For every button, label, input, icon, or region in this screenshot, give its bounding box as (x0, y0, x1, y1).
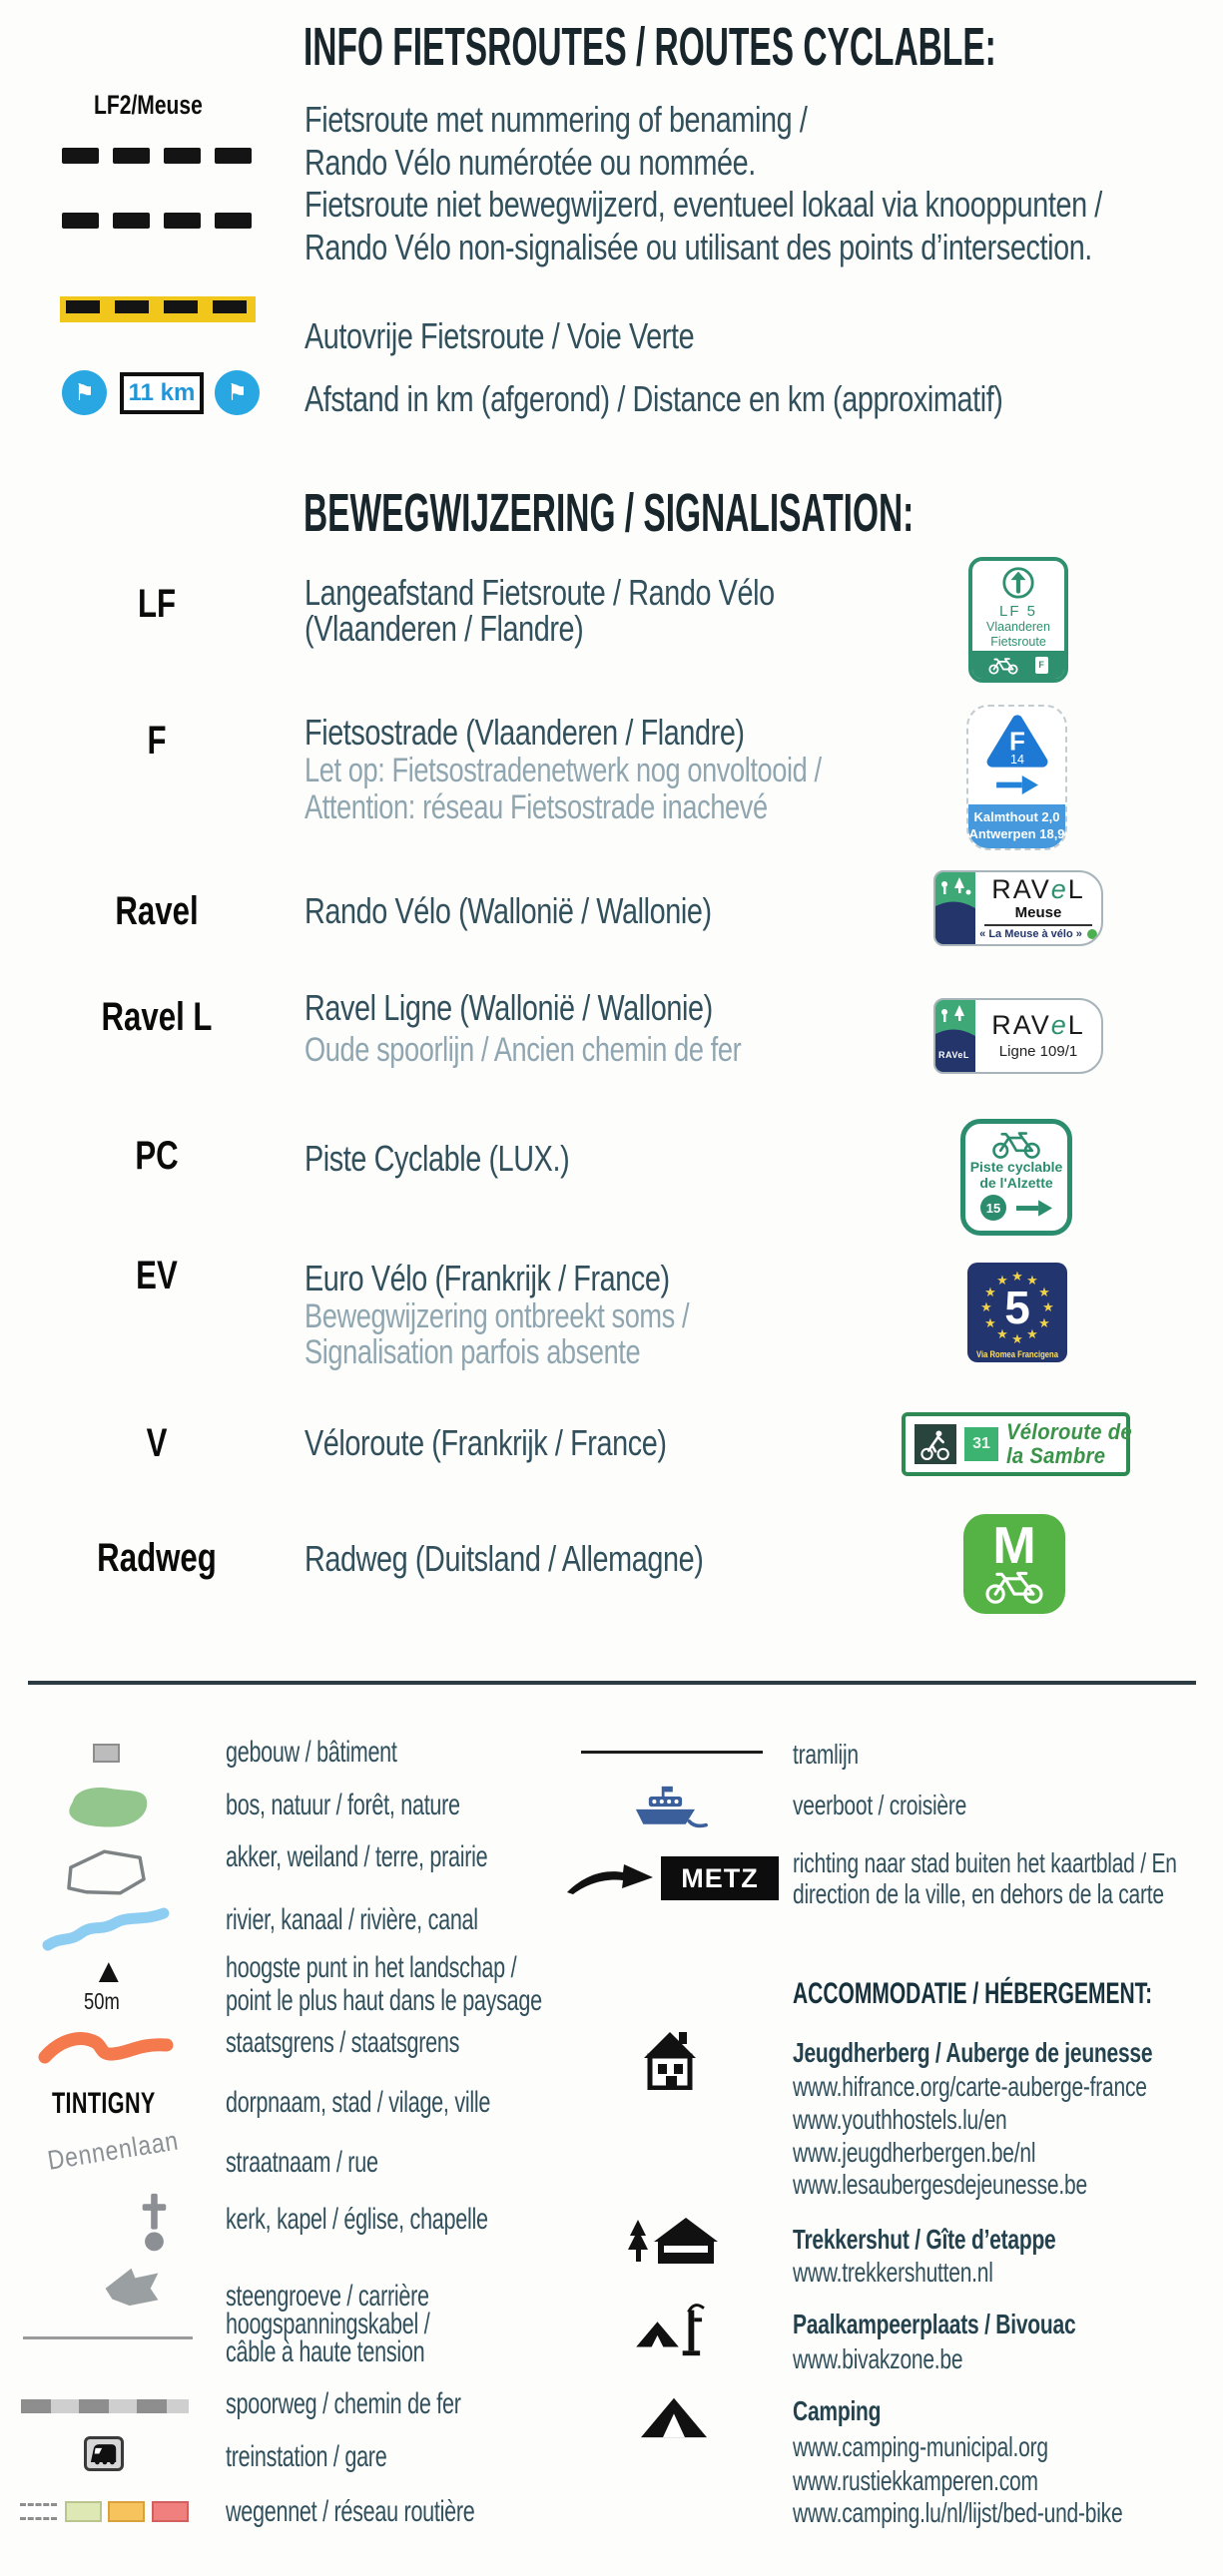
direction-label-1: richting naar stad buiten het kaartblad / En (793, 1847, 1177, 1878)
distance-text: Afstand in km (afgerond) / Distance en km (approximatif) (305, 378, 1003, 419)
carfree-route-line-symbol (60, 296, 256, 322)
church-symbol (136, 2192, 172, 2256)
star-icon: ★ (984, 1315, 996, 1330)
fietsostrade-sign (966, 705, 1067, 850)
youth-hostel-icon (641, 2028, 699, 2090)
bivouac-name: Paalkampeerplaats / Bivouac (793, 2309, 1076, 2339)
code-f: F (147, 719, 167, 763)
star-icon: ★ (980, 1299, 992, 1314)
road-red-symbol (152, 2501, 189, 2522)
unsigned-route-text-nl: Fietsroute niet bewegwijzerd, eventueel lokaal via knooppunten / (305, 184, 1102, 225)
star-icon: ★ (1011, 1269, 1023, 1284)
f-sign-dest-1: Kalmthout 2,0 (973, 809, 1060, 825)
code-ravel-l: Ravel L (101, 995, 213, 1039)
code-ravel: Ravel (115, 889, 199, 933)
ev-route-label: Via Romea Francigena (976, 1349, 1058, 1359)
lf-text-2: (Vlaanderen / Flandre) (305, 608, 584, 649)
offmap-city-badge: METZ (661, 1856, 779, 1900)
lf-text-1: Langeafstand Fietsroute / Rando Vélo (305, 572, 775, 613)
distance-marker-start (62, 370, 107, 415)
eurovelo-sign (967, 1263, 1067, 1362)
bicycle-icon (990, 1129, 1042, 1159)
unsigned-route-text-fr: Rando Vélo non-signalisée ou utilisant des points d’intersection. (305, 227, 1092, 267)
f-route-shield-icon (984, 713, 1050, 771)
road-network-label: wegennet / réseau routière (226, 2495, 475, 2528)
star-icon: ★ (1038, 1315, 1050, 1330)
ferry-label: veerboot / croisière (793, 1790, 967, 1820)
veloroute-sign (902, 1412, 1130, 1476)
ravel-ligne-sign (933, 998, 1103, 1074)
hostel-name: Jeugdherberg / Auberge de jeunesse (793, 2037, 1153, 2068)
town-label: dorpnaam, stad / vilage, ville (226, 2086, 491, 2119)
ev-note-1: Bewegwijzering ontbreekt soms / (305, 1297, 690, 1335)
bicycle-icon (983, 1568, 1045, 1604)
star-icon: ★ (1026, 1273, 1038, 1288)
camping-tent-icon (637, 2395, 711, 2439)
radweg-m-logo: M (992, 1516, 1036, 1575)
star-icon: ★ (1042, 1299, 1054, 1314)
camping-name: Camping (793, 2395, 882, 2426)
f-sign-dest-2: Antwerpen 18,9 (968, 826, 1065, 841)
unsigned-route-line-symbol (62, 213, 252, 229)
lf-sign-route: LF 5 (998, 602, 1037, 620)
lf-sign-band (972, 651, 1064, 679)
river-label: rivier, kanaal / rivière, canal (226, 1903, 478, 1936)
cabin-url-1: www.trekkershutten.nl (793, 2257, 993, 2288)
v-route-number: 31 (964, 1427, 998, 1461)
right-arrow-icon (996, 775, 1038, 794)
flag-icon: ⚑ (227, 379, 248, 405)
bicycle-icon (988, 656, 1018, 675)
right-arrow-icon (1016, 1200, 1052, 1217)
hostel-url-2: www.youthhostels.lu/en (793, 2104, 1007, 2135)
hikers-cabin-icon (626, 2216, 724, 2270)
bivouac-url-1: www.bivakzone.be (793, 2343, 963, 2374)
street-label: straatnaam / rue (226, 2146, 378, 2179)
star-icon: ★ (1038, 1285, 1050, 1299)
numbered-route-text-nl: Fietsroute met nummering of benaming / (305, 99, 808, 140)
pc-route-number: 15 (980, 1195, 1006, 1221)
ravel-route-name: Meuse (1014, 904, 1062, 921)
piste-cyclable-sign (960, 1119, 1072, 1236)
quarry-symbol (102, 2262, 186, 2310)
star-icon: ★ (1026, 1326, 1038, 1341)
svg-text:F: F (1008, 726, 1025, 757)
v-text-1: Véloroute (Frankrijk / France) (305, 1422, 667, 1463)
offmap-direction-arrow-icon (565, 1860, 657, 1894)
camping-url-3: www.camping.lu/nl/lijst/bed-und-bike (793, 2497, 1123, 2528)
info-section-title: INFO FIETSROUTES / ROUTES CYCLABLE: (304, 17, 996, 77)
hostel-url-3: www.jeugdherbergen.be/nl (793, 2137, 1036, 2168)
road-white-symbol (20, 2503, 57, 2520)
ravel-landscape-icon (935, 872, 975, 944)
railway-label: spoorweg / chemin de fer (226, 2387, 461, 2420)
f-note-1: Let op: Fietsostradenetwerk nog onvoltooid / (305, 752, 822, 789)
state-border-symbol (38, 2024, 174, 2068)
ravel-l-note-1: Oude spoorlijn / Ancien chemin de fer (305, 1031, 742, 1069)
ravel-side-brand: RAVeL (938, 1050, 969, 1060)
forest-label: bos, natuur / forêt, nature (226, 1789, 460, 1821)
ravel-brand: RAVeL (991, 1010, 1085, 1040)
tram-label: tramlijn (793, 1739, 859, 1770)
camping-url-2: www.rustiekkamperen.com (793, 2465, 1038, 2496)
building-symbol (93, 1744, 120, 1763)
power-line-label-1: hoogspanningskabel / (226, 2308, 430, 2340)
ravel-meuse-sign (933, 870, 1103, 946)
divider (984, 924, 1092, 926)
ferry-boat-icon (629, 1785, 713, 1832)
numbered-route-example-label: LF2/Meuse (94, 90, 203, 120)
f-note-2: Attention: réseau Fietsostrade inachevé (305, 788, 768, 826)
svg-text:14: 14 (1009, 753, 1024, 768)
carfree-route-text: Autovrije Fietsroute / Voie Verte (305, 315, 695, 356)
hostel-url-1: www.hifrance.org/carte-auberge-france (793, 2071, 1147, 2102)
train-icon (89, 2441, 119, 2466)
accommodation-title: ACCOMMODATIE / HÉBERGEMENT: (793, 1977, 1153, 2010)
distance-badge (120, 372, 204, 414)
quarry-label: steengroeve / carrière (226, 2280, 429, 2313)
pc-sign-name-2: de l'Alzette (979, 1175, 1053, 1192)
code-v: V (146, 1421, 168, 1465)
peak-icon: ▲ (92, 1952, 126, 1990)
numbered-route-text-fr: Rando Vélo numérotée ou nommée. (305, 142, 756, 183)
numbered-route-line-symbol (62, 148, 252, 164)
peak-height-label: 50m (84, 1988, 120, 2014)
direction-label-2: direction de la ville, en dehors de la carte (793, 1878, 1164, 1909)
up-arrow-icon (999, 564, 1037, 602)
star-icon: ★ (1011, 1331, 1023, 1346)
power-line-label-2: câble à haute tension (226, 2335, 425, 2368)
cabin-name: Trekkershut / Gîte d’etappe (793, 2224, 1056, 2255)
peak-label-2: point le plus haut dans le paysage (226, 1984, 542, 2017)
flag-icon: ⚑ (74, 379, 95, 405)
ravel-slogan: « La Meuse à vélo » (979, 928, 1097, 940)
code-radweg: Radweg (97, 1536, 217, 1580)
pc-sign-name-1: Piste cyclable (969, 1159, 1063, 1175)
bivouac-icon (632, 2299, 714, 2360)
ravel-landscape-icon (935, 1000, 975, 1072)
star-icon: ★ (996, 1326, 1008, 1341)
signs-section-title: BEWEGWIJZERING / SIGNALISATION: (304, 483, 915, 543)
ravel-l-text-1: Ravel Ligne (Wallonië / Wallonie) (305, 987, 713, 1028)
ev-route-number: 5 (1004, 1282, 1030, 1333)
lf-network-logo-icon: F (1035, 657, 1048, 674)
radweg-sign (963, 1514, 1065, 1614)
ravel-text-1: Rando Vélo (Wallonië / Wallonie) (305, 890, 712, 931)
distance-value: 11 km (128, 379, 196, 406)
code-ev: EV (136, 1254, 178, 1297)
code-lf: LF (137, 582, 177, 626)
state-border-label: staatsgrens / staatsgrens (226, 2026, 460, 2059)
pc-text-1: Piste Cyclable (LUX.) (305, 1138, 570, 1179)
power-line-symbol (23, 2336, 193, 2339)
cyclist-icon (915, 1424, 956, 1464)
building-label: gebouw / bâtiment (226, 1736, 397, 1769)
road-green-symbol (65, 2501, 102, 2522)
star-icon: ★ (984, 1285, 996, 1299)
church-label: kerk, kapel / église, chapelle (226, 2203, 488, 2236)
lf-sign-region: Vlaanderen (986, 619, 1050, 634)
f-sign-destinations (968, 804, 1065, 848)
field-label: akker, weiland / terre, prairie (226, 1840, 488, 1873)
street-example: Dennenlaan (45, 2125, 181, 2176)
town-example: TINTIGNY (52, 2087, 156, 2120)
road-orange-symbol (108, 2501, 145, 2522)
tram-line-symbol (581, 1751, 763, 1754)
field-symbol (62, 1844, 149, 1897)
ev-text-1: Euro Vélo (Frankrijk / France) (305, 1258, 670, 1298)
river-symbol (42, 1902, 170, 1952)
radweg-text-1: Radweg (Duitsland / Allemagne) (305, 1538, 704, 1579)
train-station-label: treinstation / gare (226, 2440, 387, 2473)
railway-symbol (21, 2399, 189, 2413)
ev-note-2: Signalisation parfois absente (305, 1333, 641, 1371)
globe-icon (1087, 929, 1097, 939)
ravel-line-number: Ligne 109/1 (998, 1043, 1078, 1060)
hostel-url-4: www.lesaubergesdejeunesse.be (793, 2169, 1087, 2200)
camping-url-1: www.camping-municipal.org (793, 2431, 1048, 2462)
lf-sign-network: Fietsroute (990, 635, 1046, 650)
code-pc: PC (135, 1134, 179, 1178)
star-icon: ★ (996, 1273, 1008, 1288)
lf-route-sign (968, 557, 1068, 683)
train-station-symbol (84, 2436, 124, 2471)
v-route-name: Véloroute de la Sambre (1006, 1419, 1132, 1468)
peak-label-1: hoogste punt in het landschap / (226, 1951, 517, 1984)
section-divider (28, 1681, 1196, 1685)
distance-marker-end (215, 370, 260, 415)
forest-symbol (64, 1783, 152, 1830)
f-text-1: Fietsostrade (Vlaanderen / Flandre) (305, 712, 745, 753)
ravel-brand: RAVeL (991, 874, 1085, 904)
